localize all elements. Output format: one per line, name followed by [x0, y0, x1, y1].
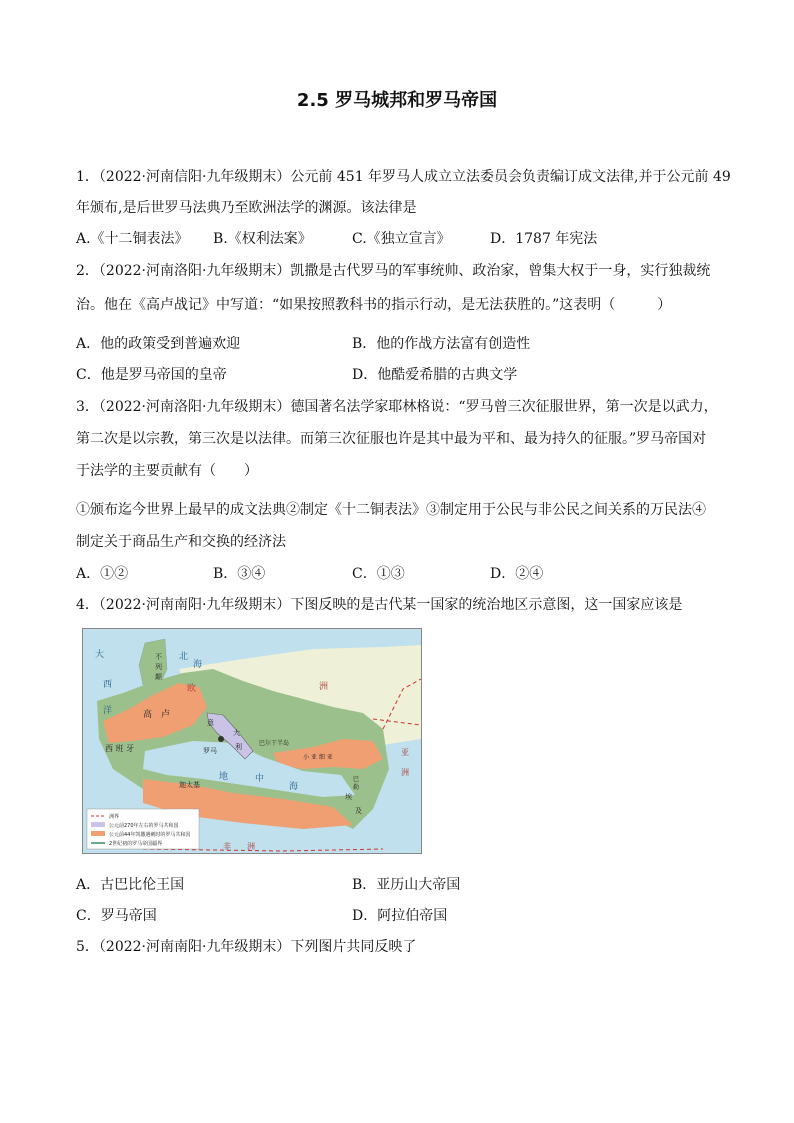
label-asia-minor: 小 亚 细 亚: [303, 754, 333, 761]
q4-line-1: 4．（2022·河南南阳·九年级期末）下图反映的是古代某一国家的统治地区示意图，这一国家应该是: [76, 597, 683, 613]
q4-option-a[interactable]: A．古巴比伦王国: [76, 877, 185, 893]
label-gaul: 高 卢: [143, 710, 171, 720]
label-carthage: 迦太基: [179, 781, 200, 789]
roman-empire-map: [82, 628, 422, 854]
label-hai2: 海: [289, 782, 299, 792]
q3-line-4: ①颁布迄今世界上最早的成文法典②制定《十二铜表法》③制定用于公民与非公民之间关系的万民法④: [76, 502, 706, 518]
q1-line-1: 1．（2022·河南信阳·九年级期末）公元前 451 年罗马人成立立法委员会负责编订成文法律,并于公元前 49: [76, 169, 731, 185]
legend-item-2: 公元前270年左右的罗马共和国: [109, 823, 179, 829]
label-le: 勒: [353, 784, 360, 791]
label-da2: 大: [233, 729, 240, 737]
label-zhong: 中: [255, 774, 265, 784]
q2-line-2: 治。他在《高卢战记》中写道：“如果按照教科书的指示行动，是无法获胜的。”这表明（ ）: [76, 297, 672, 313]
label-zhou: 洲: [319, 682, 329, 692]
label-hai: 海: [193, 660, 203, 670]
legend-item-4: 2世纪初的罗马帝国疆界: [109, 841, 163, 847]
rome-marker: [218, 736, 224, 742]
q2-option-b[interactable]: B．他的作战方法富有创造性: [352, 336, 531, 352]
q3-line-1: 3．（2022·河南洛阳·九年级期末）德国著名法学家耶林格说：“罗马曾三次征服世界，第一次是以武力，: [76, 399, 718, 415]
label-rome: 罗马: [203, 747, 217, 755]
q1-option-a[interactable]: A.《十二铜表法》: [76, 231, 189, 247]
legend-item-3: 公元前44年凯撒遇刺时的罗马共和国: [109, 832, 191, 838]
legend-item-1: 洲界: [109, 814, 120, 820]
q4-option-c[interactable]: C．罗马帝国: [76, 908, 157, 924]
label-zhou2: 洲: [401, 768, 409, 777]
q1-line-2: 年颁布,是后世罗马法典乃至欧洲法学的渊源。该法律是: [76, 200, 417, 216]
label-li: 利: [235, 743, 242, 751]
q3-line-5: 制定关于商品生产和交换的经济法: [76, 534, 286, 550]
q1-option-c[interactable]: C.《独立宣言》: [352, 231, 451, 247]
label-ai: 埃: [345, 793, 352, 801]
label-yang: 洋: [103, 706, 113, 716]
label-ba: 巴: [353, 776, 360, 783]
page-title: 2.5 罗马城邦和罗马帝国: [296, 90, 498, 111]
q2-line-1: 2．（2022·河南洛阳·九年级期末）凯撒是古代罗马的军事统帅、政治家，曾集大权于一身，实行独裁统: [76, 263, 711, 279]
label-di: 地: [219, 772, 229, 782]
label-ou: 欧: [187, 684, 197, 694]
label-da: 大: [95, 650, 105, 660]
label-britain-1: 不: [155, 653, 162, 661]
label-britain-2: 列: [155, 663, 162, 671]
q5-line-1: 5．（2022·河南南阳·九年级期末）下列图片共同反映了: [76, 939, 417, 955]
q2-option-a[interactable]: A．他的政策受到普遍欢迎: [76, 336, 241, 352]
label-africa: 非 洲: [223, 842, 255, 851]
q3-option-b[interactable]: B．③④: [213, 566, 266, 582]
q4-option-b[interactable]: B．亚历山大帝国: [352, 877, 461, 893]
label-yi: 意: [207, 719, 214, 727]
q1-option-d[interactable]: D．1787 年宪法: [490, 231, 598, 247]
legend-swatch-44: [91, 831, 105, 836]
q4-option-d[interactable]: D．阿拉伯帝国: [352, 908, 448, 924]
q3-option-d[interactable]: D．②④: [490, 566, 544, 582]
q3-option-c[interactable]: C．①③: [352, 566, 405, 582]
q1-option-b[interactable]: B.《权利法案》: [213, 231, 312, 247]
label-spain: 西 班 牙: [105, 744, 135, 753]
q3-option-a[interactable]: A．①②: [76, 566, 129, 582]
q2-option-d[interactable]: D．他酷爱希腊的古典文学: [352, 367, 518, 383]
label-bei: 北: [179, 652, 189, 662]
q3-line-3: 于法学的主要贡献有（ ）: [76, 463, 258, 479]
label-xi: 西: [103, 680, 113, 690]
label-britain-3: 颠: [155, 673, 162, 681]
q2-option-c[interactable]: C．他是罗马帝国的皇帝: [76, 367, 227, 383]
label-ya: 亚: [401, 748, 409, 757]
label-balkans: 巴尔干半岛: [259, 740, 290, 747]
legend-swatch-270: [91, 822, 105, 827]
q3-line-2: 第二次是以宗教，第三次是以法律。而第三次征服也许是其中最为平和、最为持久的征服。”罗马帝国对: [76, 431, 707, 447]
label-ji: 及: [355, 807, 362, 815]
